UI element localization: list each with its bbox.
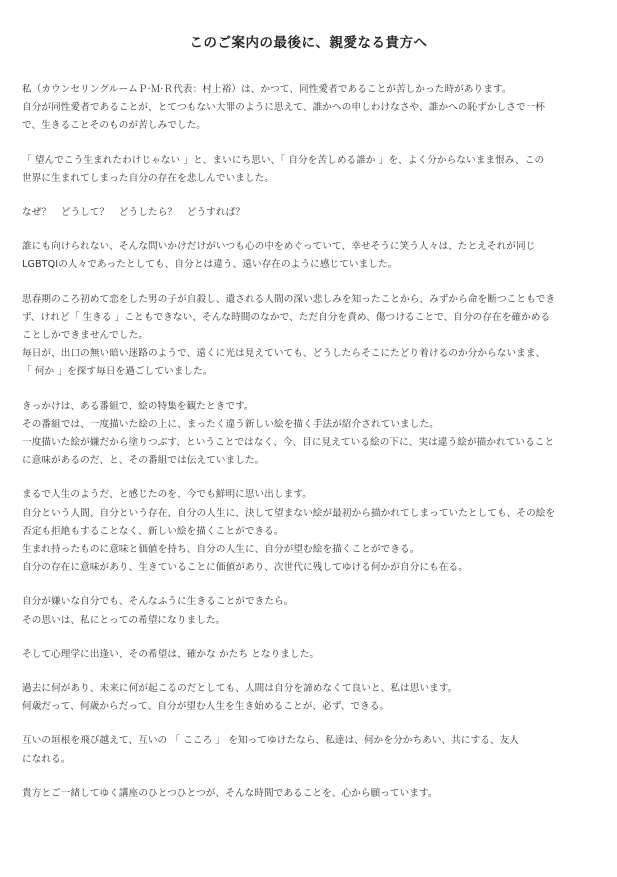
paragraph-11: [22, 732, 595, 768]
paragraph-5: [22, 291, 595, 382]
paragraph-7: [22, 486, 595, 577]
paragraph-9: [22, 646, 595, 664]
text-line: ず、けれど「 生きる 」こともできない、そんな時間のなかで、ただ自分を責め、傷つけることで、自分の存在を確かめる: [22, 311, 551, 323]
paragraph-3: [22, 204, 595, 222]
text-line: その思いは、私にとっての希望になりました。: [22, 614, 226, 626]
text-line: に意味があるのだ、と、その番組では伝えていました。: [22, 455, 265, 467]
text-line: LGBTQIの人々であったとしても、自分とは違う、遠い存在のように感じていました。: [22, 259, 398, 271]
text-line: まるで人生のようだ、と感じたのを、今でも鮮明に思い出します。: [22, 489, 312, 501]
text-line: 自分が嫌いな自分でも、そんなふうに生きることができたら。: [22, 596, 294, 608]
text-line: 自分が同性愛者であることが、とてつもない大罪のように思えて、誰かへの申しわけなさや、誰かへの恥ずかしさで一杯: [22, 102, 546, 114]
text-line: 世界に生まれてしまった自分の存在を悲しんでいました。: [22, 172, 275, 184]
paragraph-1: [22, 81, 595, 136]
text-line: きっかけは、ある番組で、絵の特集を観たときです。: [22, 400, 254, 412]
text-line: 否定も拒絶もすることなく、新しい絵を描くことができる。: [22, 525, 284, 537]
text-line: 何歳だって、何歳からだって、自分が望む人生を生き始めることが、必ず、できる。: [22, 701, 390, 713]
text-line: 自分という人間、自分という存在、自分の人生に、決して望まない絵が最初から描かれてしまっていたとしても、その絵を: [22, 507, 556, 519]
text-line: 互いの垣根を飛び越えて、互いの 「 こころ 」 を知ってゆけたなら、私達は、何かを分かちあい、共にする、友人: [22, 735, 520, 747]
paragraph-8: [22, 593, 595, 629]
text-line: 「 何か 」を探す毎日を過ごしていました。: [22, 366, 213, 378]
message-body: [22, 81, 595, 803]
text-line: 私（カウンセリングルームＰ·Ｍ·Ｒ代表：村上裕）は、かつて、同性愛者であることが苦しかった時があります。: [22, 84, 512, 95]
text-line: になれる。: [22, 753, 71, 765]
text-line: 生まれ持ったものに意味と価値を持ち、自分の人生に、自分が望む絵を描くことができる。: [22, 544, 420, 556]
text-line: 誰にも向けられない、そんな問いかけだけがいつも心の中をめぐっていて、幸せそうに笑う人々は、たとえそれが同じ: [22, 241, 536, 253]
text-line: 毎日が、出口の無い暗い迷路のようで、遠くに光は見えていても、どうしたらそこにたどり着けるのか分からないまま、: [22, 348, 546, 360]
text-line: 自分の存在に意味があり、生きていることに価値があり、次世代に残してゆける何かが自分にも在る。: [22, 562, 468, 574]
paragraph-2: [22, 152, 595, 188]
text-line: 貴方とご一緒してゆく講座のひとつひとつが、そんな時間であることを、心から願っています。: [22, 787, 438, 799]
text-line: で、生きることそのものが苦しみでした。: [22, 120, 206, 132]
text-line: その番組では、一度描いた絵の上に、まったく違う新しい絵を描く手法が紹介されていました。: [22, 418, 439, 430]
paragraph-12: [22, 785, 595, 803]
text-line: なぜ？ どうして？ どうしたら？ どうすれば？: [22, 207, 245, 219]
page-title: このご案内の最後に、親愛なる貴方へ: [189, 35, 428, 51]
paragraph-4: [22, 238, 595, 274]
text-line: 過去に何があり、未来に何が起こるのだとしても、人間は自分を諦めなくて良いと、私は思います。: [22, 683, 458, 695]
text-line: ことしかできませんでした。: [22, 330, 149, 342]
text-line: 思春期のころ初めて恋をした男の子が自殺し、遺される人間の深い悲しみを知ったことから、みずから命を断つこともでき: [22, 293, 556, 305]
text-line: 「 望んでこう生まれたわけじゃない 」と、まいにち思い、「 自分を苦しめる誰か 」を、よく分からないまま恨み、この: [22, 154, 545, 166]
paragraph-6: [22, 398, 595, 471]
text-line: 一度描いた絵が嫌だから塗りつぶす、ということではなく、今、目に見えている絵の下に、実は違う絵が描かれていること: [22, 437, 555, 449]
text-line: そして心理学に出逢い、その希望は、確かな かたち となりました。: [22, 648, 320, 660]
paragraph-10: [22, 680, 595, 716]
